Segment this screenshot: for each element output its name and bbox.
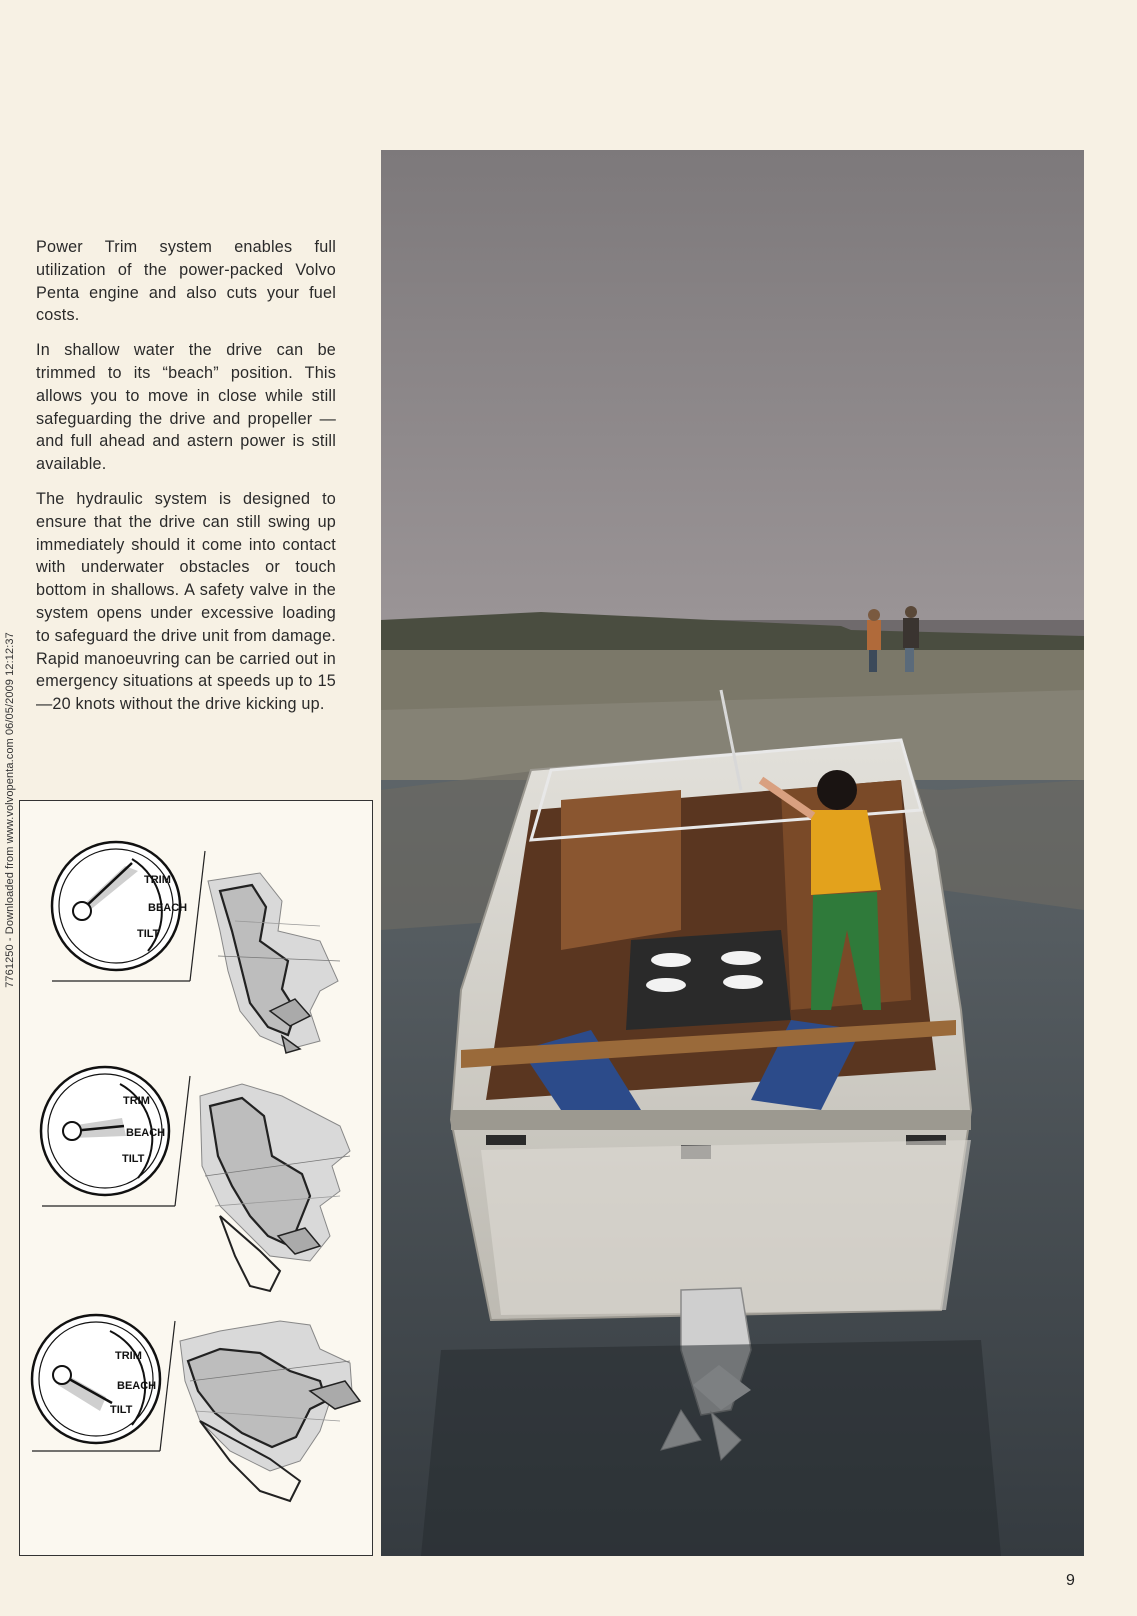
gauge-1-trim-label: TRIM bbox=[144, 874, 171, 886]
gauge-2-beach-label: BEACH bbox=[126, 1127, 166, 1139]
boat-photo bbox=[381, 150, 1084, 1556]
boat-reflection bbox=[421, 1340, 1001, 1556]
paragraph-power-trim: Power Trim system enables full utilization of the power-packed Volvo Penta engine and also cuts your fuel costs. bbox=[36, 238, 336, 325]
tilt-position-diagram bbox=[20, 1301, 374, 1551]
download-stamp bbox=[2, 620, 18, 1000]
gauge-3-trim-label: TRIM bbox=[115, 1350, 142, 1362]
trim-position-diagram bbox=[20, 811, 374, 1061]
beach-position-diagram bbox=[20, 1056, 374, 1306]
page-number: 9 bbox=[1066, 1572, 1075, 1589]
sky bbox=[381, 150, 1084, 620]
cockpit-table bbox=[626, 930, 791, 1030]
gauge-1-beach-label: BEACH bbox=[148, 902, 188, 914]
trim-diagram-panel bbox=[19, 800, 373, 1556]
drive-outline-tilt bbox=[180, 1321, 360, 1501]
drive-outline-beach bbox=[200, 1084, 350, 1291]
drive-outline-trim bbox=[208, 873, 340, 1053]
gauge-2-trim-label: TRIM bbox=[123, 1095, 150, 1107]
gauge-3-tilt-label: TILT bbox=[110, 1404, 133, 1416]
gauge-1-tilt-label: TILT bbox=[137, 928, 160, 940]
trim-gauge-1 bbox=[52, 842, 187, 970]
boat-photo-illustration bbox=[381, 150, 1084, 1556]
paragraph-shallow-water: In shallow water the drive can be trimmed to its “beach” position. This allows you to move in close while still safeguarding the drive and propeller — and full ahead and astern power is still available. bbox=[36, 341, 336, 474]
download-stamp-text: 7761250 - Downloaded from www.volvopenta.com 06/05/2009 12:12:37 bbox=[4, 632, 17, 988]
trim-gauge-3 bbox=[32, 1315, 160, 1443]
trim-gauge-2 bbox=[41, 1067, 169, 1195]
paragraph-hydraulic-system: The hydraulic system is designed to ensure that the drive can still swing up immediately should it come into contact with underwater obstacles or touch bottom in shallows. A safety valve in the system opens under excessive loading to safeguard the drive unit from damage. Rapid manoeuvring can be carried out in emergency situations at speeds up to 15—20 knots without the drive kicking up. bbox=[36, 489, 336, 714]
gauge-3-beach-label: BEACH bbox=[117, 1380, 157, 1392]
gauge-2-tilt-label: TILT bbox=[122, 1153, 145, 1165]
hull-rub-rail bbox=[451, 1110, 971, 1130]
body-text-column bbox=[36, 236, 336, 728]
